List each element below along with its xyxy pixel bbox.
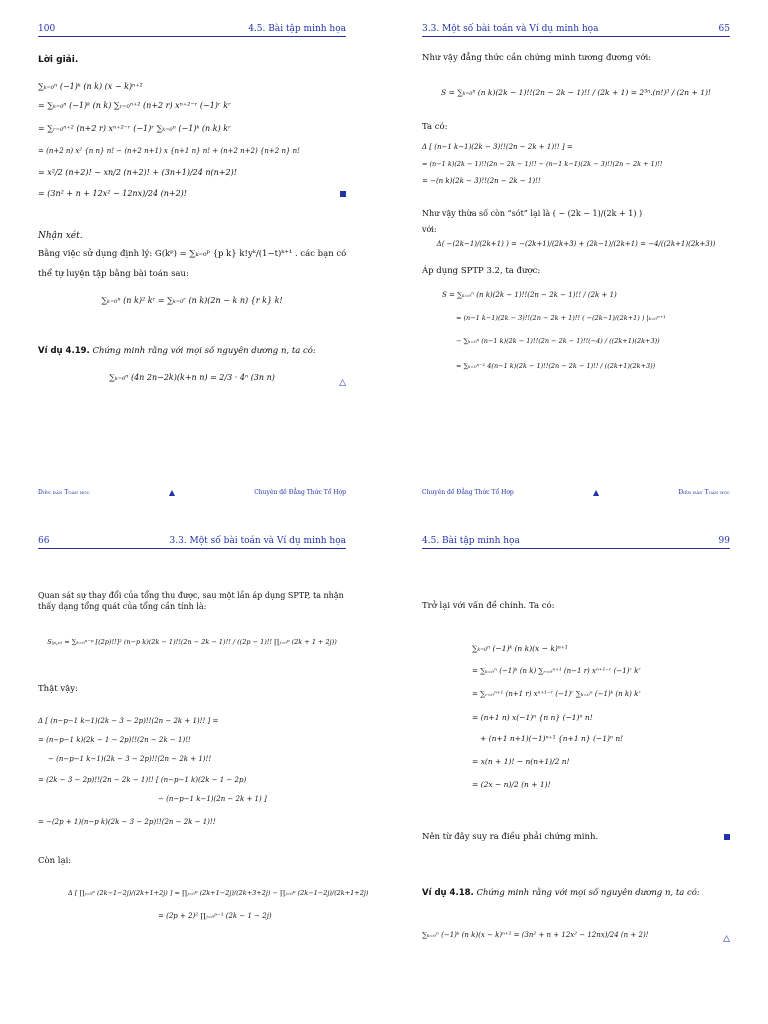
nav-triangle-icon[interactable]: ▲	[592, 488, 600, 497]
intro-text: Quan sát sự thay đổi của tổng thu được, sau một lần áp dụng SPTP, ta nhận	[38, 591, 344, 600]
page-header	[38, 532, 346, 549]
equation-line: Δ [ (n−p−1 k−1)(2k − 3 − 2p)!!(2n − 2k + 1)!! ] =	[38, 717, 219, 725]
conlai-text: Còn lại:	[38, 856, 72, 866]
intro-text: Trở lại với vấn đề chính. Ta có:	[422, 601, 555, 611]
product-equation: = (2p + 2)² ∏ⱼ₌₀ᵖ⁻¹ (2k − 1 − 2j)	[158, 912, 272, 920]
qed-square-icon	[724, 834, 730, 840]
page-body	[422, 560, 730, 942]
example-text: Chứng minh rằng với mọi số nguyên dương n, ta có:	[476, 888, 700, 898]
equation-line: = (2k − 3 − 2p)!!(2n − 2k − 1)!! [ (n−p−1 k)(2k − 1 − 2p)	[38, 776, 247, 784]
equation-line: + (n+1 n+1)(−1)ⁿ⁺¹ {n+1 n} (−1)ⁿ n!	[480, 734, 624, 743]
equation-line: = (n+2 n) x² {n n} n! − (n+2 n+1) x {n+1 n} n! + (n+2 n+2) {n+2 n} n!	[38, 147, 300, 155]
equation-line: = ∑ᵣ₌₀ⁿ⁺² (n+2 r) xⁿ⁺²⁻ʳ (−1)ʳ ∑ₖ₌₀ⁿ (−1)ᵏ (n k) kʳ	[38, 124, 231, 133]
intro-text: thấy dạng tổng quát của tổng cần tính là:	[38, 602, 207, 611]
intro-text: Như vậy đẳng thức cần chứng minh tương đương với:	[422, 53, 652, 63]
qed-square-icon	[340, 191, 346, 197]
page-header	[422, 20, 730, 37]
equation-line: ∑ₖ₌₀ⁿ (−1)ᵏ (n k)(x − k)ⁿ⁺¹	[472, 644, 568, 653]
equation-line: = (2x − n)/2 (n + 1)!	[472, 780, 551, 789]
conclusion-text: Nên từ đây suy ra điều phải chứng minh.	[422, 832, 599, 842]
equation-sp: S₍ₚ,ₙ₎ = ∑ₖ₌₀ⁿ⁻ᵖ [(2p)!!]² (n−p k)(2k − 1)!!(2n − 2k − 1)!! / ((2p − 1)!! ∏ⱼ₌₀ᵖ (2k + 1 + 2j))	[47, 638, 337, 646]
page-number: 66	[38, 536, 50, 546]
example-label: Ví dụ 4.19.	[38, 346, 90, 356]
equation-line: = (n−1 k−1)(2k − 3)!!(2n − 2k + 1)!! ( −(2k−1)/(2k+1) ) |ₖ₌₀ⁿ⁺¹	[456, 314, 666, 322]
remark-equation: ∑ₖ₌₀ⁿ (n k)² kʳ = ∑ₖ₌₀ʳ (n k)(2n − k n) {r k} k!	[101, 296, 283, 305]
equation-line: = ∑ᵣ₌₀ⁿ⁺¹ (n+1 r) xⁿ⁺¹⁻ʳ (−1)ʳ ∑ₖ₌₀ⁿ (−1)ᵏ (n k) kʳ	[472, 690, 641, 698]
thatvay-text: Thật vậy:	[38, 684, 78, 694]
equation-line: = (3n² + n + 12x² − 12nx)/24 (n+2)!	[38, 189, 188, 198]
s-derivation	[422, 289, 730, 373]
equation-line: − ∑ₖ₌₀ⁿ (n−1 k)(2k − 1)!!(2n − 2k − 1)!!(−4) / ((2k+1)(2k+3))	[456, 337, 660, 345]
example-equation: ∑ₖ₌₀ⁿ (−1)ᵏ (n k)(x − k)ⁿ⁺² = (3n² + n + 12x² − 12nx)/24 (n + 2)!	[422, 931, 649, 939]
end-triangle-icon: △	[723, 934, 730, 944]
section-title: 4.5. Bài tập minh họa	[422, 536, 520, 546]
page-footer	[422, 488, 730, 497]
equation-line: = ∑ₖ₌₀ⁿ (−1)ᵏ (n k) ∑ᵣ₌₀ⁿ⁺¹ (n−1 r) xⁿ⁺¹⁻ʳ (−1)ʳ kʳ	[472, 667, 641, 675]
equation-line: = −(2p + 1)(n−p k)(2k − 3 − 2p)!!(2n − 2k − 1)!!	[38, 818, 216, 826]
footer-left: Chuyên đề Đẳng Thức Tổ Hợp	[422, 489, 514, 496]
sptp-text: Áp dụng SPTP 3.2, ta được:	[422, 266, 541, 276]
equation-block	[422, 642, 730, 791]
end-triangle-icon: △	[339, 378, 346, 388]
page-65	[384, 0, 768, 512]
page-number: 99	[718, 536, 730, 546]
example-label: Ví dụ 4.18.	[422, 888, 474, 898]
footer-right: Chuyên đề Đẳng Thức Tổ Hợp	[254, 489, 346, 496]
equation-line: = x²/2 (n+2)! − xn/2 (n+2)! + (3n+1)/24 n(n+2)!	[38, 168, 237, 177]
section-title: 4.5. Bài tập minh họa	[248, 24, 346, 34]
equation-line: = x(n + 1)! − n(n+1)/2 n!	[472, 757, 570, 766]
equation-line: = ∑ₖ₌₀ⁿ (−1)ᵏ (n k) ∑ᵣ₌₀ⁿ⁺² (n+2 r) xⁿ⁺²⁻ʳ (−1)ʳ kʳ	[38, 101, 231, 110]
example-equation: ∑ₖ₌₀ⁿ (4n 2n−2k)(k+n n) = 2/3 · 4ⁿ (3n n)	[109, 373, 275, 382]
page-number: 65	[718, 24, 730, 34]
page-100	[0, 0, 384, 512]
page-header	[422, 532, 730, 549]
page-body	[422, 48, 730, 373]
taco-text: Ta có:	[422, 122, 448, 132]
footer-right: Diễn đàn Toán học	[678, 489, 730, 496]
page-66	[0, 512, 384, 1024]
delta-equation: Δ( −(2k−1)/(2k+1) ) = −(2k+1)/(2k+3) + (2k−1)/(2k+1) = −4/((2k+1)(2k+3))	[436, 240, 716, 248]
product-equation: Δ [ ∏ⱼ₌₀ᵖ (2k−1−2j)/(2k+1+2j) ] = ∏ⱼ₌₀ᵖ (2k+1−2j)/(2k+3+2j) − ∏ⱼ₌₀ᵖ (2k−1−2j)/(2k+1+2j)	[68, 889, 369, 897]
equation-line: = ∑ₖ₌₀ⁿ⁻¹ 4(n−1 k)(2k − 1)!!(2n − 2k − 1)!! / ((2k+1)(2k+3))	[456, 362, 656, 370]
equation-line: S = ∑ₖ₌₀ⁿ (n k)(2k − 1)!!(2n − 2k − 1)!! / (2k + 1)	[442, 291, 617, 299]
page-body	[38, 560, 369, 923]
equation-line: = (n−p−1 k)(2k − 1 − 2p)!!(2n − 2k − 1)!!	[38, 736, 191, 744]
remark-label: Nhận xét.	[38, 231, 83, 241]
equation-line: = −(n k)(2k − 3)!!(2n − 2k − 1)!!	[422, 177, 541, 185]
equation-line: = (n+1 n) x(−1)ⁿ {n n} (−1)ⁿ n!	[472, 713, 593, 722]
page-header	[38, 20, 346, 37]
delta-block	[422, 141, 730, 188]
equation-line: − (n−p−1 k−1)(2k − 3 − 2p)!!(2n − 2k + 1)!!	[48, 755, 212, 763]
remark-text: thể tự luyện tập bằng bài toán sau:	[38, 269, 189, 279]
example-text: Chứng minh rằng với mọi số nguyên dương n, ta có:	[92, 346, 316, 356]
page-body	[38, 48, 347, 388]
equation-s: S = ∑ₖ₌₀ⁿ (n k)(2k − 1)!!(2n − 2k − 1)!! / (2k + 1) = 2³ⁿ.(n!)³ / (2n + 1)!	[441, 88, 711, 97]
solution-label: Lời giải.	[38, 55, 79, 65]
equation-line: ∑ₖ₌₀ⁿ (−1)ᵏ (n k) (x − k)ⁿ⁺²	[38, 82, 143, 91]
remark-text: Bằng việc sử dụng định lý: G(kᵖ) = ∑ₖ₌₀ᵖ {p k} k!yᵏ/(1−t)ᵏ⁺¹ . các bạn có	[38, 249, 347, 259]
equation-block	[38, 80, 346, 200]
nav-triangle-icon[interactable]: ▲	[168, 488, 176, 497]
leftover-text: Như vậy thừa số còn “sót” lại là ( − (2k − 1)/(2k + 1) )	[422, 209, 643, 218]
page-footer	[38, 488, 346, 497]
delta-block	[38, 715, 346, 829]
voi-text: với:	[422, 225, 437, 234]
equation-line: = (n−1 k)(2k − 1)!!(2n − 2k − 1)!! − (n−1 k−1)(2k − 3)!!(2n − 2k + 1)!!	[422, 160, 663, 168]
section-title: 3.3. Một số bài toán và Ví dụ minh họa	[169, 536, 346, 546]
page-99	[384, 512, 768, 1024]
section-title: 3.3. Một số bài toán và Ví dụ minh họa	[422, 24, 599, 34]
footer-left: Diễn đàn Toán học	[38, 489, 90, 496]
equation-line: Δ [ (n−1 k−1)(2k − 3)!!(2n − 2k + 1)!! ] =	[422, 143, 573, 151]
page-number: 100	[38, 24, 56, 34]
equation-line: − (n−p−1 k−1)(2n − 2k + 1) ]	[158, 795, 267, 803]
